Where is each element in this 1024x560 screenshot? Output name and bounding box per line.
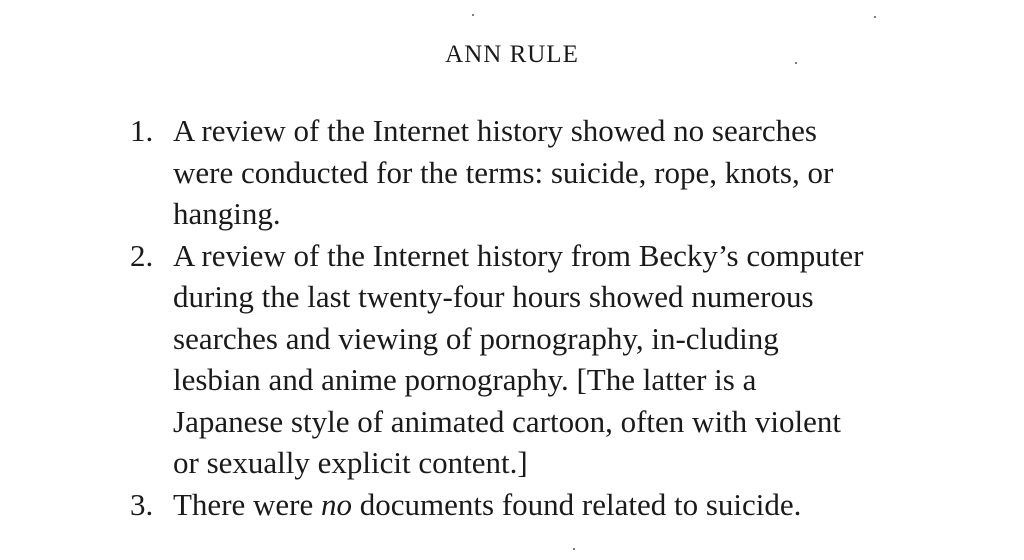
item-text: A review of the Internet history from Becky’s computer during the last twenty-four hours showed numerous searches and viewing of pornography, in-cluding lesbian and anime pornography. [The latter is a Japanese style of animated cartoon, often with violent or sexually explicit content.] (173, 237, 864, 480)
item-text-before: There were (173, 486, 322, 522)
list-item (130, 484, 870, 526)
scan-speck (472, 14, 474, 16)
item-text (173, 484, 870, 526)
running-head: ANN RULE (445, 41, 579, 68)
list-item (130, 235, 870, 484)
numbered-list (130, 110, 870, 525)
scan-speck (573, 548, 575, 550)
scan-speck (874, 16, 876, 18)
item-number: 1. (130, 113, 154, 148)
item-text-emphasis: no (321, 486, 353, 522)
list-item (130, 110, 870, 235)
item-number: 2. (130, 237, 154, 273)
item-text: A review of the Internet history showed no searches were conducted for the terms: suicide, rope, knots, or hanging. (173, 113, 834, 231)
scan-speck (795, 62, 797, 64)
item-number: 3. (130, 486, 154, 522)
item-text-after: documents found related to suicide. (352, 486, 802, 522)
